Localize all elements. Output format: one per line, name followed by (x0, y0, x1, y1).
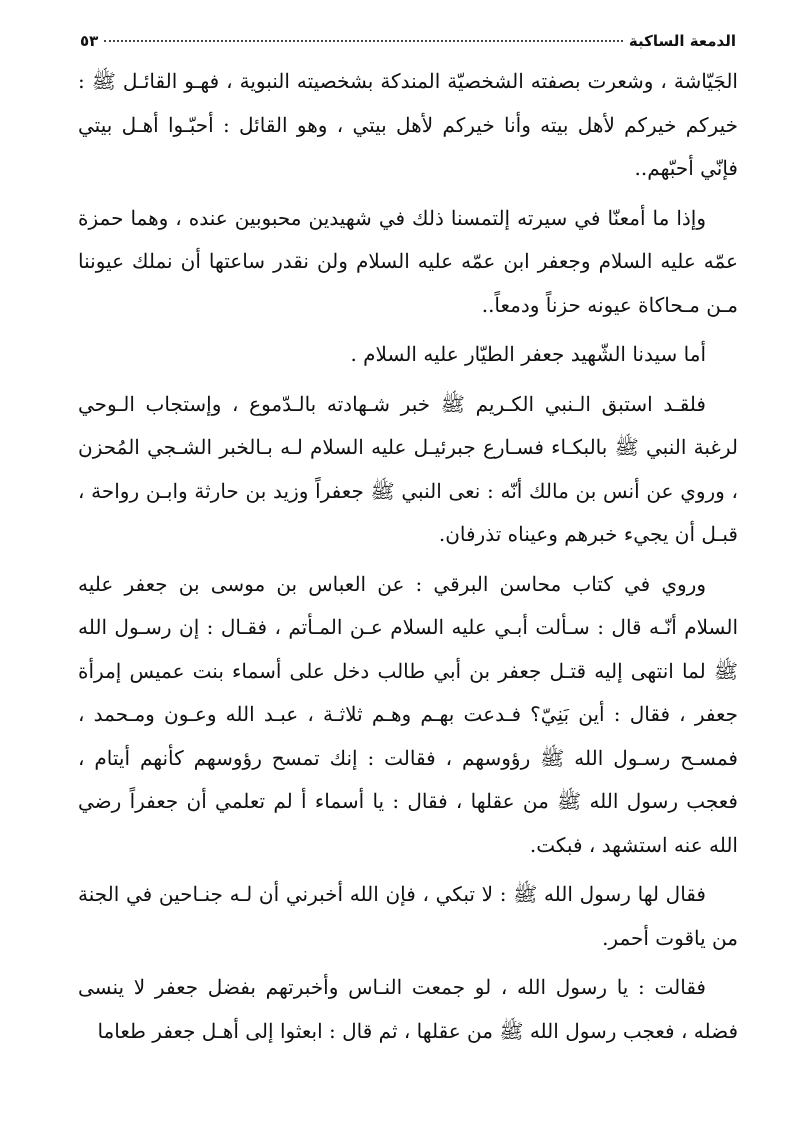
page-number: ٥٣ (80, 32, 99, 50)
paragraph-4: فلقـد استبق الـنبي الكـريم ﷺ خبر شـهادته بالـدّموع ، وإستجاب الـوحي لرغبة النبي ﷺ بالبكـاء فسـارع جبرئيـل عليه السلام لـه بـالخبر الشـجي المُحزن ، وروي عن أنس بن مالك أنّه : نعى النبي ﷺ جعفراً وزيد بن حارثة وابـن رواحة ، قبـل أن يجيء خبرهم وعيناه تذرفان. (78, 391, 738, 546)
paragraph-6: فقال لها رسول الله ﷺ : لا تبكي ، فإن الله أخبرني أن لـه جنـاحين في الجنة من ياقوت أحمر. (78, 882, 738, 950)
page-header (80, 26, 736, 56)
paragraph-5: وروي في كتاب محاسن البرقي : عن العباس بن موسى بن جعفر عليه السلام أنّـه قال : سـألت أبـي عليه السلام عـن المـأتم ، فقـال : إن رسـول الله ﷺ لما انتهى إليه قتـل جعفر بن أبي طالب دخل على أسماء بنت عميس إمرأة جعفر ، فقال : أين بَنِيّ؟ فـدعت بهـم وهـم ثلاثـة ، عبـد الله وعـون ومـحمد ، فمسـح رسـول الله ﷺ رؤوسهم ، فقالت : إنك تمسح رؤوسهم كأنهم أيتام ، فعجب رسول الله ﷺ من عقلها ، فقال : يا أسماء أ لم تعلمي أن جعفراً رضي الله عنه استشهد ، فبكت. (78, 571, 738, 857)
body-text (78, 60, 738, 1053)
paragraph-7: فقالت : يا رسول الله ، لو جمعت النـاس وأخبرتهم بفضل جعفر لا ينسى فضله ، فعجب رسول الله ﷺ من عقلها ، ثم قال : ابعثوا إلى أهـل جعفر طعاما (78, 975, 738, 1043)
running-title: الدمعة الساكبة (628, 32, 736, 50)
paragraph-1: الجَيّاشة ، وشعرت بصفته الشخصيّة المندكة بشخصيته النبوية ، فهـو القائـل ﷺ : خيركم خيركم لأهل بيته وأنا خيركم لأهل بيتي ، وهو القائل : أحبّـوا أهـل بيتي فإنّي أحبّهم.. (78, 69, 738, 180)
paragraph-2: وإذا ما أمعنّا في سيرته إلتمسنا ذلك في شهيدين محبوبين عنده ، وهما حمزة عمّه عليه السلام وجعفر ابن عمّه عليه السلام ولن نقدر ساعتها أن نملك عيوننا مـن مـحاكاة عيونه حزناً ودمعاً.. (78, 205, 738, 317)
paragraph-3: أما سيدنا الشّهيد جعفر الطيّار عليه السلام . (350, 342, 706, 366)
header-dotted-rule (104, 40, 623, 42)
